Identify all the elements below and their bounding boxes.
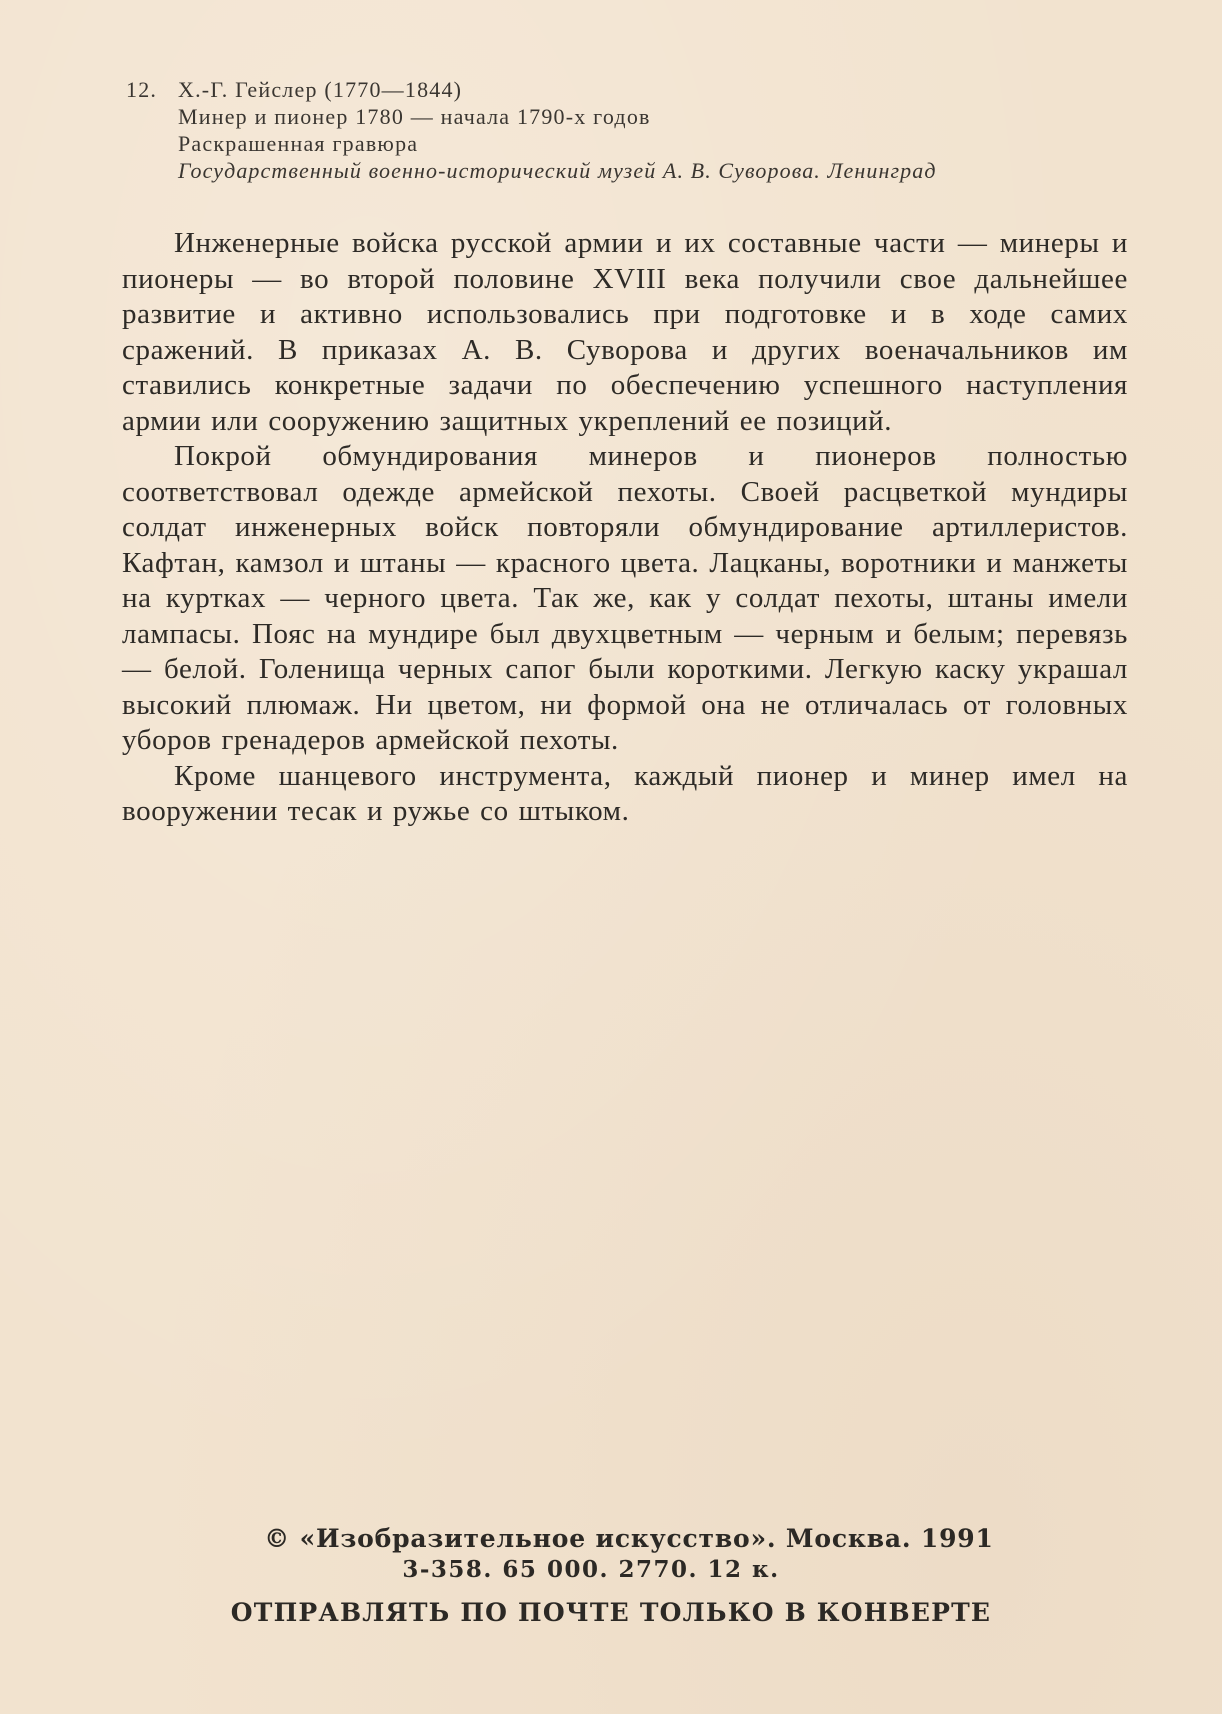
publisher-copyright: © «Изобразительное искусство». Москва. 1991 <box>264 1524 994 1553</box>
caption-author: Х.-Г. Гейслер (1770—1844) <box>178 77 463 102</box>
artwork-caption <box>126 76 1126 184</box>
caption-title: Минер и пионер 1780 — начала 1790-х годов <box>178 104 651 129</box>
caption-number: 12. <box>126 77 158 102</box>
publication-code: 3-358. 65 000. 2770. 12 к. <box>402 1556 780 1583</box>
paragraph: Покрой обмундирования минеров и пионеров полностью соответствовал одежде армейской пехоты. Своей расцветкой мундиры солдат инженерных войск повторяли обмундирование артиллеристов. Кафтан, камзол и штаны — красного цвета. Лацканы, воротники и манжеты на куртках — черного цвета. Так же, как у солдат пехоты, штаны имели лампасы. Пояс на мундире был двухцветным — черным и белым; перевязь — белой. Голенища черных сапог были короткими. Легкую каску украшал высокий плюмаж. Ни цветом, ни формой она не отличалась от головных уборов гренадеров армейской пехоты. <box>122 440 1128 756</box>
paragraph: Инженерные войска русской армии и их составные части — минеры и пионеры — во второй половине XVIII века получили свое дальнейшее развитие и активно использовались при подготовке и в ходе самих сражений. В приказах А. В. Суворова и других военачальников им ставились конкретные задачи по обеспечению успешного наступления армии или сооружению защитных укреплений ее позиций. <box>122 227 1128 437</box>
caption-technique: Раскрашенная гравюра <box>178 131 419 156</box>
description-text <box>122 226 1128 830</box>
caption-collection: Государственный военно-исторический музей А. В. Суворова. Ленинград <box>178 158 937 183</box>
caption-author-line <box>126 76 1126 103</box>
paragraph: Кроме шанцевого инструмента, каждый пионер и минер имел на вооружении тесак и ружье со штыком. <box>122 759 1128 827</box>
postal-note: ОТПРАВЛЯТЬ ПО ПОЧТЕ ТОЛЬКО В КОНВЕРТЕ <box>230 1598 992 1627</box>
